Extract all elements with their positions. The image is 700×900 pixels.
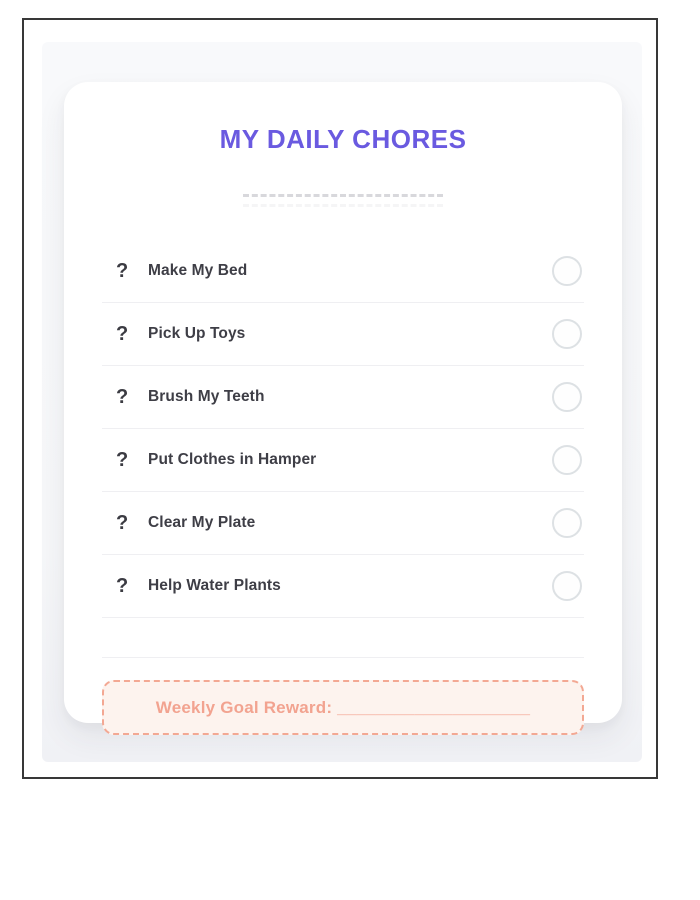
page-title: MY DAILY CHORES — [219, 124, 467, 154]
weekly-reward-label: Weekly Goal Reward: ____________________ — [155, 697, 531, 717]
question-mark-icon: ? — [116, 511, 129, 534]
checkbox-circle[interactable] — [552, 256, 582, 286]
question-mark-icon: ? — [116, 448, 129, 471]
chore-label: Clear My Plate — [148, 514, 256, 531]
question-mark-icon: ? — [116, 259, 129, 282]
empty-chore-slot — [102, 618, 584, 658]
question-mark-icon: ? — [116, 385, 129, 408]
chore-row — [102, 555, 584, 618]
chore-row — [102, 240, 584, 303]
checkbox-circle[interactable] — [552, 382, 582, 412]
chore-row — [102, 492, 584, 555]
checkbox-circle[interactable] — [552, 319, 582, 349]
weekly-reward-box — [102, 680, 584, 735]
question-mark-icon: ? — [116, 322, 129, 345]
page-frame — [22, 18, 658, 779]
dashed-divider — [243, 194, 443, 197]
chore-label: Put Clothes in Hamper — [148, 451, 317, 468]
chore-label: Brush My Teeth — [148, 388, 265, 405]
chore-chart-card — [64, 82, 622, 723]
chore-list — [102, 240, 584, 658]
checkbox-circle[interactable] — [552, 571, 582, 601]
chore-row — [102, 429, 584, 492]
chore-label: Make My Bed — [148, 262, 248, 279]
chore-label: Help Water Plants — [148, 577, 281, 594]
chore-row — [102, 366, 584, 429]
chore-row — [102, 303, 584, 366]
checkbox-circle[interactable] — [552, 445, 582, 475]
chore-label: Pick Up Toys — [148, 325, 246, 342]
background-panel — [42, 42, 642, 762]
checkbox-circle[interactable] — [552, 508, 582, 538]
question-mark-icon: ? — [116, 574, 129, 597]
